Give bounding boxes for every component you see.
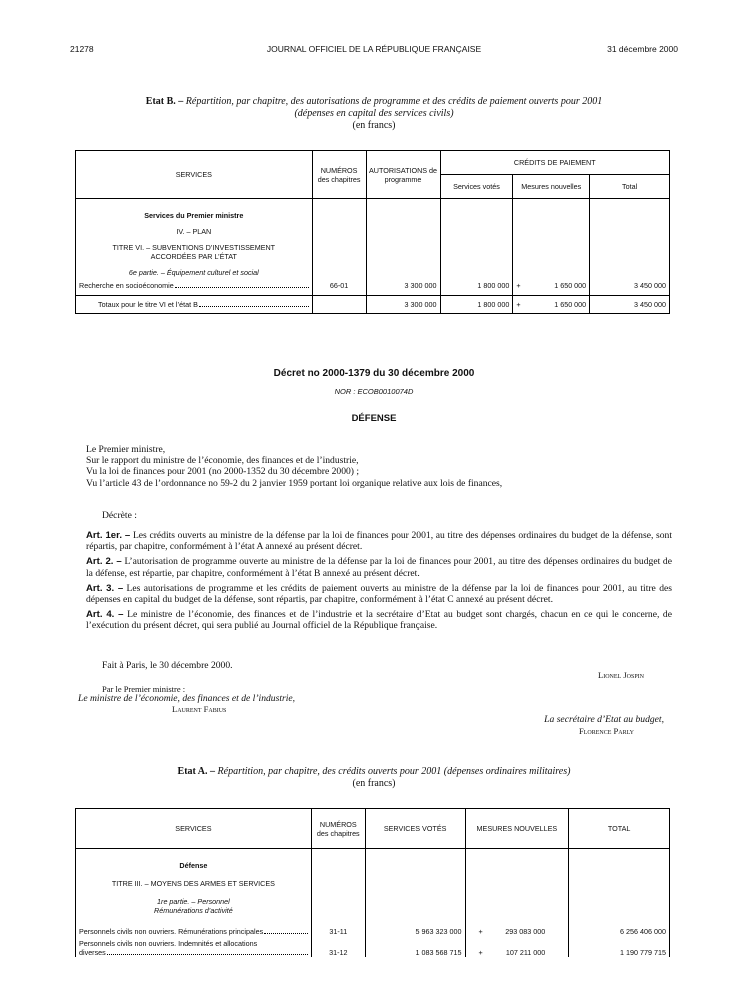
col-credits: CRÉDITS DE PAIEMENT [440,151,669,175]
totals-votes: 1 800 000 [440,295,513,313]
minister-role: Le ministre de l’économie, des finances et de l’industrie, [78,693,296,704]
row-total: 3 450 000 [590,277,670,295]
col-numeros: NUMÉROS des chapitres [312,151,366,199]
visas [86,444,672,489]
row-votes: 1 083 568 715 [365,939,465,957]
etat-a-caption-line1: Répartition, par chapitre, des crédits ouverts pour 2001 (dépenses ordinaires militaires) [217,766,571,777]
partie-subheading: Rémunérations d’activité [154,906,233,915]
section-title: Services du Premier ministre [144,211,244,220]
article-text: L’autorisation de programme ouverte au ministre de la défense par la loi de finances pour 2001, au titre des dépenses ordinaires du budget de la défense, est répartie, par chapitre, conformément à l’état B annexé au présent décret. [86,556,672,579]
fait-line: Fait à Paris, le 30 décembre 2000. [102,660,233,671]
articles [86,530,672,632]
article-4 [86,609,672,631]
col-mesures: Mesures nouvelles [513,175,590,199]
row-plus: + [516,281,521,291]
table-row [76,277,670,295]
etat-b-table [75,150,670,314]
article-label: Art. 4. – [86,609,124,621]
article-2 [86,556,672,578]
section-title: Défense [179,861,208,870]
etat-a-caption [60,766,688,790]
visa-line: Le Premier ministre, [86,444,166,455]
titre-heading: TITRE VI. – SUBVENTIONS D’INVESTISSEMENT ACCORDÉES PAR L’ÉTAT [112,243,276,261]
totals-row [76,295,670,313]
table-row [76,939,670,957]
col-autorisations: AUTORISATIONS de programme [366,151,440,199]
row-ap: 3 300 000 [366,277,440,295]
article-label: Art. 2. – [86,556,122,568]
totals-ap: 3 300 000 [366,295,440,313]
etat-b-caption-line3: (en francs) [352,120,396,131]
page-number: 21278 [70,44,94,54]
article-text: Les crédits ouverts au ministre de la défense par la loi de finances pour 2001, au titre des dépenses ordinaires du budget de la défense, sont répartis, par chapitre, conformément à l’état A annexé au présent décret. [86,530,673,553]
visa-line: Sur le rapport du ministre de l’économie, des finances et de l’industrie, [86,455,359,467]
col-total: Total [590,175,670,199]
partie-heading: 1re partie. – Personnel [157,897,230,906]
article-1 [86,530,672,552]
etat-b-caption [60,96,688,132]
row-chapitre: 31-11 [311,927,365,939]
signer-pm: Lionel Jospin [598,670,644,680]
journal-title: JOURNAL OFFICIEL DE LA RÉPUBLIQUE FRANÇAISE [266,44,482,54]
row-chapitre: 31-12 [311,939,365,957]
partie-heading: 6e partie. – Équipement culturel et social [128,268,259,277]
row-label: Personnels civils non ouvriers. Rémunérations principales [79,927,264,936]
etat-b-caption-line2: (dépenses en capital des services civils) [294,108,454,119]
secretary-name: Florence Parly [579,726,634,736]
header-date: 31 décembre 2000 [607,44,678,54]
row-plus: + [478,948,483,957]
col-services: SERVICES [76,809,312,849]
row-mesures: 1 650 000 [554,281,587,291]
col-mesures: MESURES NOUVELLES [465,809,569,849]
sub-title: IV. – PLAN [176,227,212,236]
row-total: 1 190 779 715 [569,939,670,957]
row-label-line2: diverses [79,948,106,957]
row-label-line1: Personnels civils non ouvriers. Indemnités et allocations [79,939,258,948]
article-text: Les autorisations de programme et les crédits de paiement ouverts au ministre de la défense par la loi de finances pour 2001, au titre des dépenses en capital du budget de la défense, sont répartis, par chapitre, conformément à l’état C annexé au présent décret. [86,582,672,606]
table-row [76,927,670,939]
etat-b-caption-line1: Répartition, par chapitre, des autorisations de programme et des crédits de paiement ouverts pour 2001 [185,96,603,107]
decret-title: Décret no 2000-1379 du 30 décembre 2000 [273,368,475,379]
col-services: SERVICES [76,151,313,199]
decret-section: DÉFENSE [351,413,397,424]
col-votes: SERVICES VOTÉS [365,809,465,849]
col-total: TOTAL [569,809,670,849]
row-plus: + [478,927,483,936]
visa-line: Vu l’article 43 de l’ordonnance no 59-2 du 2 janvier 1959 portant loi organique relative aux lois de finances, [86,477,503,489]
row-label: Recherche en socioéconomie [79,281,174,291]
decret-nor: NOR : ECOB0010074D [334,387,414,396]
row-chapitre: 66-01 [312,277,366,295]
decrete: Décrète : [102,510,137,521]
etat-b-label: Etat B. – [145,96,184,107]
etat-a-table [75,808,670,957]
totals-label: Totaux pour le titre VI et l’état B [98,299,198,309]
minister-name: Laurent Fabius [172,704,227,714]
etat-a-label: Etat A. – [177,766,216,777]
totals-plus: + [516,299,521,309]
row-mesures: 107 211 000 [505,948,546,957]
col-numeros: NUMÉROS des chapitres [311,809,365,849]
etat-a-caption-line2: (en francs) [352,778,396,789]
secretary-role: La secrétaire d’Etat au budget, [544,714,664,725]
article-text: Le ministre de l’économie, des finances et de l’industrie et la secrétaire d’Etat au budget sont chargés, chacun en ce qui le concerne, de l’exécution du présent décret, qui sera publié au Journal officiel de la République française. [86,609,672,632]
article-label: Art. 1er. – [86,530,131,541]
row-mesures: 293 083 000 [505,927,546,936]
row-votes: 1 800 000 [440,277,513,295]
visa-line: Vu la loi de finances pour 2001 (no 2000-1352 du 30 décembre 2000) ; [86,466,360,478]
row-total: 6 256 406 000 [569,927,670,939]
totals-mesures: 1 650 000 [554,299,587,309]
col-votes: Services votés [440,175,513,199]
article-3 [86,583,672,605]
totals-total: 3 450 000 [590,295,670,313]
row-votes: 5 963 323 000 [365,927,465,939]
titre-heading: TITRE III. – MOYENS DES ARMES ET SERVICES [111,879,275,888]
article-label: Art. 3. – [86,582,124,594]
par-line: Par le Premier ministre : [102,684,186,694]
